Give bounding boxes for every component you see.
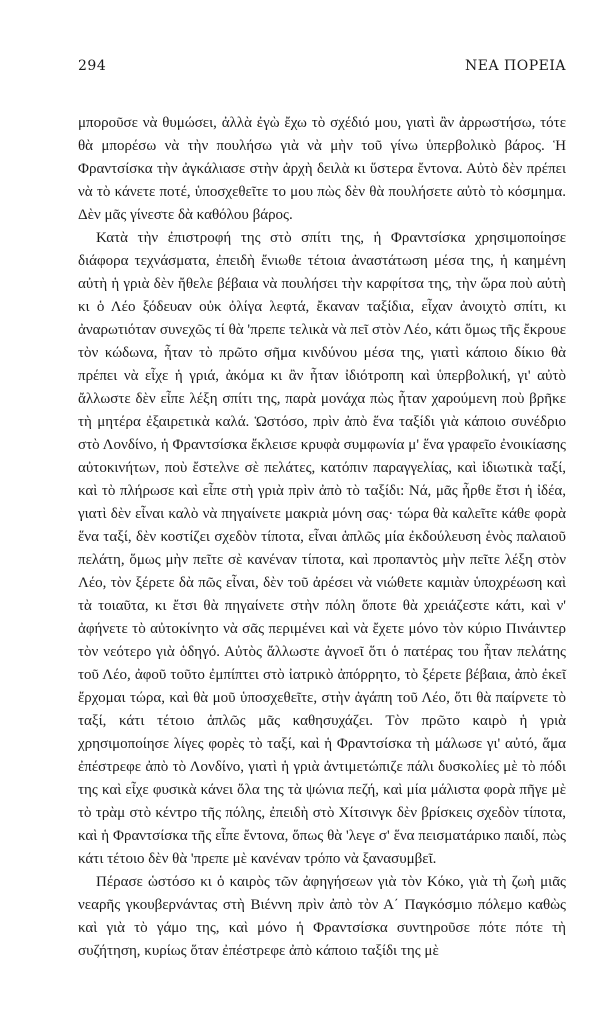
running-title: ΝΕΑ ΠΟΡΕΙΑ <box>465 58 566 74</box>
paragraph: Πέρασε ὡστόσο κι ὁ καιρὸς τῶν ἀφηγήσεων γιὰ τὸν Κόκο, γιὰ τὴ ζωὴ μιᾶς νεαρῆς γκουβερνάντας στὴ Βιέννη πρὶν ἀπὸ τὸν Α΄ Παγκόσμιο πόλεμο καθὼς καὶ γιὰ τὸ γάμο της, καὶ μόνο ἡ Φραντσίσκα συντηροῦσε πότε πότε τὴ συζήτηση, κυρίως ὅταν ἐπέστρεφε ἀπὸ κάποιο ταξίδι της μὲ <box>78 874 566 959</box>
paragraph: Κατὰ τὴν ἐπιστροφή της στὸ σπίτι της, ἡ Φραντσίσκα χρησιμοποίησε διάφορα τεχνάσματα, ἐπειδὴ ἔνιωθε τέτοια ἀναστάτωση μέσα της, ἡ καημένη αὐτὴ ἡ γριὰ δὲν ἤθελε βέβαια νὰ πουλήσει τὴν καρφίτσα της, τὴν ὥρα ποὺ αὐτὴ κι ὁ Λέο ξόδευαν οὐκ ὀλίγα λεφτά, ἔκαναν ταξίδια, εἶχαν ἀνοιχτὸ σπίτι, κι ἀναρωτιόταν συνεχῶς τί θὰ 'πρεπε τελικὰ νὰ πεῖ στὸν Λέο, κάτι ὅμως τῆς ἔκρουε τὸν κώδωνα, ἦταν τὸ πρῶτο σῆμα κινδύνου μέσα της, γιατὶ κάποιο δίκιο θὰ πρέπει νὰ εἶχε ἡ γριά, ἀκόμα κι ἂν ἦταν ἰδιότροπη καὶ ὑπερβολική, γι' αὐτὸ ἄλλωστε δὲν εἶπε λέξη σπίτι της, παρὰ μονάχα πὼς ἦταν χαρούμενη ποὺ βρῆκε τὴ μητέρα ἐξαιρετικὰ καλά. Ὡστόσο, πρὶν ἀπὸ ἕνα ταξίδι γιὰ κάποιο συνέδριο στὸ Λονδίνο, ἡ Φραντσίσκα ἔκλεισε κρυφὰ συμφωνία μ' ἕνα γραφεῖο ἐνοικίασης αὐτοκινήτων, ποὺ ἔστελνε σὲ πελάτες, κατόπιν παραγγελίας, καὶ ἰδιωτικὰ ταξί, καὶ τὸ πλήρωσε καὶ εἶπε στὴ γριὰ πρὶν ἀπὸ τὸ ταξίδι: Νά, μᾶς ἦρθε ἔτσι ἡ ἰδέα, γιατὶ δὲν εἶναι καλὸ νὰ πηγαίνετε μακριὰ μόνη σας· τώρα θὰ καλεῖτε κάθε φορὰ ἕνα ταξί, δὲν κοστίζει σχεδὸν τίποτα, εἶναι ἁπλῶς μία ἐκδούλευση ἑνὸς παλαιοῦ πελάτη, ὅμως μὴν πεῖτε σὲ κανέναν τίποτα, καὶ προπαντὸς μὴν πεῖτε λέξη στὸν Λέο, τὸν ξέρετε δὰ πῶς εἶναι, δὲν τοῦ ἀρέσει νὰ νιώθετε καμιὰν ὑποχρέωση καὶ τὰ τοιαῦτα, κι ἔτσι θὰ πηγαίνετε στὴν πόλη ὅποτε θὰ χρειάζεστε κάτι, καὶ ν' ἀφήνετε τὸ αὐτοκίνητο νὰ σᾶς περιμένει καὶ νὰ ἔχετε μόνο τὸν κύριο Πινάιντερ τὸν νεότερο γιὰ ὁδηγό. Αὐτὸς ἄλλωστε ἀγνοεῖ ὅτι ὁ πατέρας του ἦταν πελάτης τοῦ Λέο, ἀφοῦ τοῦτο ἐμπίπτει στὸ ἰατρικὸ ἀπόρρητο, τὸ ξέρετε βέβαια, ἀπὸ ἐκεῖ ἔρχομαι τώρα, καὶ θὰ μοῦ ὑποσχεθεῖτε, στὴν ἀγάπη τοῦ Λέο, ὅτι θὰ παίρνετε τὸ ταξί, κάτι τέτοιο ἁπλῶς μᾶς καθησυχάζει. Τὸν πρῶτο καιρὸ ἡ γριὰ χρησιμοποίησε λίγες φορὲς τὸ ταξί, καὶ ἡ Φραντσίσκα τὴ μάλωσε γι' αὐτό, ἅμα ἐπέστρεφε ἀπὸ τὸ Λονδίνο, γιατὶ ἡ γριὰ ἀντιμετώπιζε πάλι δυσκολίες μὲ τὸ πόδι της καὶ εἶχε φυσικὰ κάνει ὅλα της τὰ ψώνια πεζή, καὶ μία μάλιστα φορὰ πῆγε μὲ τὸ τρὰμ στὸ κέντρο τῆς πόλης, ἐπειδὴ στὸ Χίτσινγκ δὲν βρίσκεις σχεδὸν τίποτα, καὶ ἡ Φραντσίσκα τῆς εἶπε ἔντονα, ὅπως θὰ 'λεγε σ' ἕνα πεισματάρικο παιδί, πὼς κάτι τέτοιο δὲν θὰ 'πρεπε μὲ κανέναν τρόπο νὰ ξανασυμβεῖ. <box>78 230 566 867</box>
body-text <box>78 112 566 963</box>
page-number: 294 <box>78 58 107 74</box>
page-header <box>78 58 566 78</box>
paragraph-continuation: μποροῦσε νὰ θυμώσει, ἀλλὰ ἐγὼ ἔχω τὸ σχέδιό μου, γιατὶ ἂν ἀρρωστήσω, τότε θὰ μπορέσω νὰ τὴν πουλήσω γιὰ νὰ μὴν τοῦ γίνω ὑπερβολικὸ βάρος. Ἡ Φραντσίσκα τὴν ἀγκάλιασε στὴν ἀρχὴ δειλὰ κι ὕστερα ἔντονα. Αὐτὸ δὲν πρέπει νὰ τὸ κάνετε ποτέ, ὑποσχεθεῖτε το μου πὼς δὲν θὰ πουλήσετε αὐτὸ τὸ κόσμημα. Δὲν μᾶς γίνεστε δὰ καθόλου βάρος. <box>78 115 566 223</box>
